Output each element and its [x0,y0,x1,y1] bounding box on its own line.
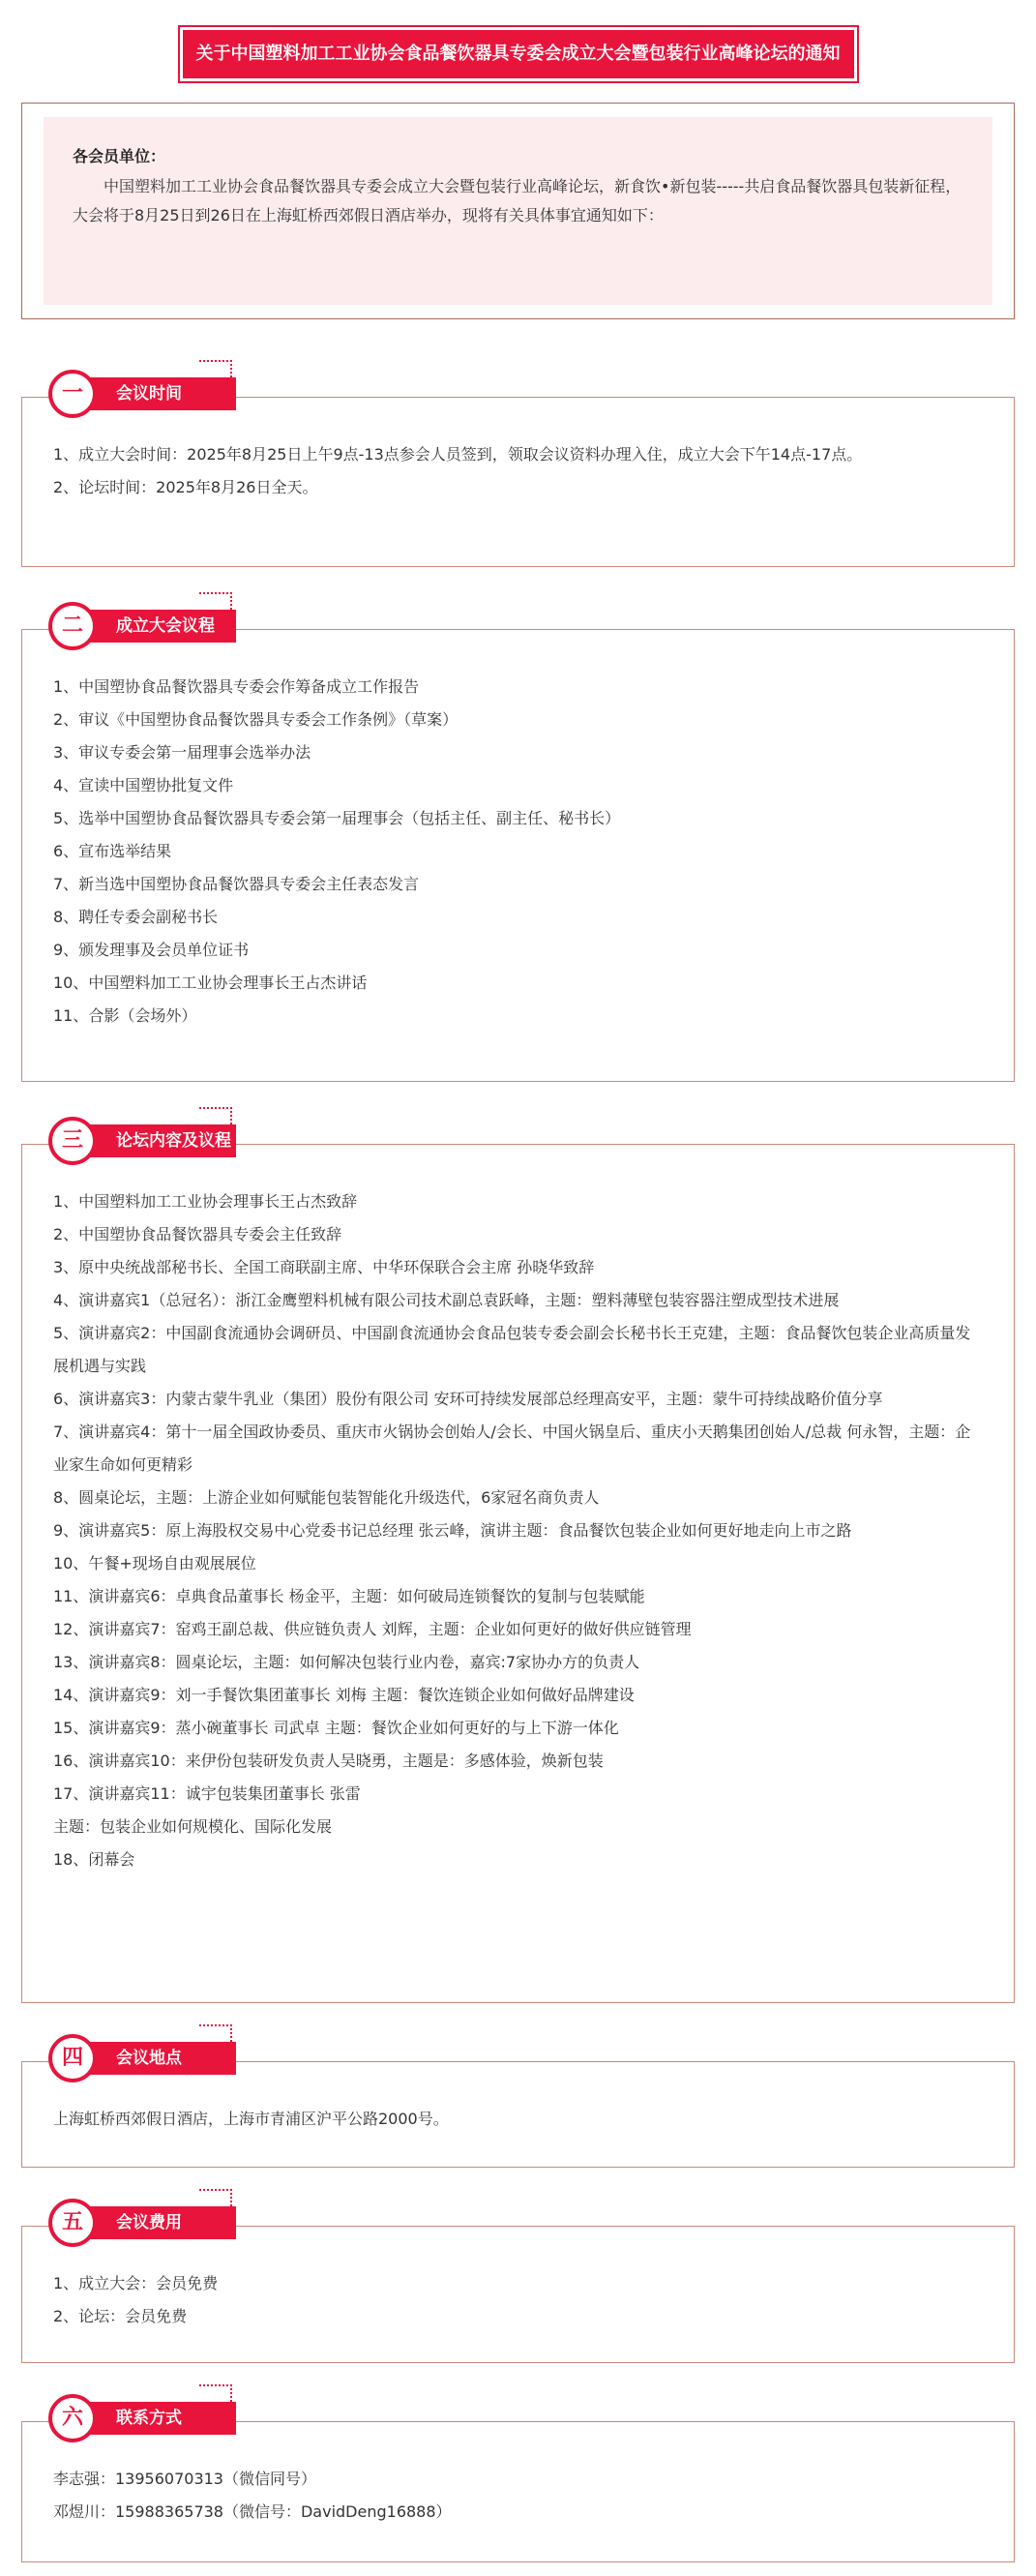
title-wrap [0,27,1036,81]
section-line: 6、演讲嘉宾3：内蒙古蒙牛乳业（集团）股份有限公司 安环可持续发展部总经理高安平，主题：蒙牛可持续战略价值分享 [53,1390,883,1408]
section-number-badge: 三 [48,1117,97,1165]
section-number-badge: 一 [48,370,97,418]
section-line: 7、演讲嘉宾4：第十一届全国政协委员、重庆市火锅协会创始人/会长、中国火锅皇后、重庆小天鹅集团创始人/总裁 何永智，主题：企业家生命如何更精彩 [53,1423,971,1474]
section-venue [21,2061,1015,2168]
section-number-badge: 六 [48,2394,97,2442]
section-line: 5、选举中国塑协食品餐饮器具专委会第一届理事会（包括主任、副主任、秘书长） [53,809,621,827]
section-line: 上海虹桥西郊假日酒店，上海市青浦区沪平公路2000号。 [53,2110,449,2128]
section-line: 8、圆桌论坛，主题：上游企业如何赋能包装智能化升级迭代，6家冠名商负责人 [53,1488,600,1507]
section-line: 2、论坛时间：2025年8月26日全天。 [53,478,318,496]
section-contact [21,2421,1015,2562]
section-line: 1、成立大会时间：2025年8月25日上午9点-13点参会人员签到，领取会议资料办理入住，成立大会下午14点-17点。 [53,445,863,464]
section-title: 会议费用 [72,2206,236,2239]
section-fees [21,2226,1015,2363]
section-line: 15、演讲嘉宾9：蒸小碗董事长 司武卓 主题：餐饮企业如何更好的与上下游一体化 [53,1719,619,1737]
section-line: 9、演讲嘉宾5：原上海股权交易中心党委书记总经理 张云峰，演讲主题：食品餐饮包装企业如何更好地走向上市之路 [53,1521,852,1540]
section-line: 4、宣读中国塑协批复文件 [53,776,234,794]
intro-body: 中国塑料加工工业协会食品餐饮器具专委会成立大会暨包装行业高峰论坛，新食饮•新包装-----共启食品餐饮器具包装新征程，大会将于8月25日到26日在上海虹桥西郊假日酒店举办，现将有关具体事宜通知如下： [73,177,962,225]
page-title: 关于中国塑料加工工业协会食品餐饮器具专委会成立大会暨包装行业高峰论坛的通知 [180,27,857,81]
section-line: 2、中国塑协食品餐饮器具专委会主任致辞 [53,1225,342,1243]
section-line: 李志强：13956070313（微信同号） [53,2470,316,2488]
section-title: 会议时间 [72,377,236,410]
section-line: 11、合影（会场外） [53,1006,197,1025]
section-line: 10、午餐+现场自由观展展位 [53,1554,256,1573]
section-title: 会议地点 [72,2042,236,2075]
section-title: 联系方式 [72,2402,236,2435]
section-line: 12、演讲嘉宾7：窑鸡王副总裁、供应链负责人 刘辉，主题：企业如何更好的做好供应链管理 [53,1620,692,1638]
section-line: 6、宣布选举结果 [53,842,172,860]
section-line: 9、颁发理事及会员单位证书 [53,941,250,959]
section-line: 1、中国塑料加工工业协会理事长王占杰致辞 [53,1192,358,1211]
section-line: 11、演讲嘉宾6：卓典食品董事长 杨金平，主题：如何破局连锁餐饮的复制与包装赋能 [53,1587,645,1605]
section-number-badge: 四 [48,2034,97,2082]
section-line: 3、审议专委会第一届理事会选举办法 [53,743,311,762]
section-title: 论坛内容及议程 [72,1124,236,1157]
section-line: 7、新当选中国塑协食品餐饮器具专委会主任表态发言 [53,875,420,893]
section-line: 2、论坛：会员免费 [53,2307,188,2325]
section-number-badge: 五 [48,2199,97,2247]
section-title: 成立大会议程 [72,610,236,643]
section-line: 邓煜川：15988365738（微信号：DavidDeng16888） [53,2502,452,2521]
section-line: 1、中国塑协食品餐饮器具专委会作筹备成立工作报告 [53,677,420,696]
section-meeting-time [21,397,1015,567]
section-line: 18、闭幕会 [53,1850,135,1869]
section-line: 10、中国塑料加工工业协会理事长王占杰讲话 [53,973,368,992]
section-line: 4、演讲嘉宾1（总冠名）：浙江金鹰塑料机械有限公司技术副总袁跃峰，主题：塑料薄壁包装容器注塑成型技术进展 [53,1291,840,1309]
section-line: 8、聘任专委会副秘书长 [53,908,219,926]
section-line: 5、演讲嘉宾2：中国副食流通协会调研员、中国副食流通协会食品包装专委会副会长秘书长王克建，主题：食品餐饮包装企业高质量发展机遇与实践 [53,1324,971,1375]
section-line: 1、成立大会：会员免费 [53,2274,219,2292]
section-number-badge: 二 [48,602,97,650]
section-line: 14、演讲嘉宾9：刘一手餐饮集团董事长 刘梅 主题：餐饮连锁企业如何做好品牌建设 [53,1686,635,1704]
section-line: 13、演讲嘉宾8：圆桌论坛，主题：如何解决包装行业内卷，嘉宾:7家协办方的负责人 [53,1653,640,1671]
section-line: 3、原中央统战部秘书长、全国工商联副主席、中华环保联合会主席 孙晓华致辞 [53,1258,595,1276]
section-line: 主题：包装企业如何规模化、国际化发展 [53,1817,333,1836]
section-line: 17、演讲嘉宾11：诚宇包装集团董事长 张雷 [53,1784,361,1803]
section-forum-agenda [21,1144,1015,2003]
section-line: 16、演讲嘉宾10：来伊份包装研发负责人吴晓勇，主题是：多感体验，焕新包装 [53,1752,604,1770]
section-line: 2、审议《中国塑协食品餐饮器具专委会工作条例》（草案） [53,710,459,729]
intro-box [21,103,1015,319]
section-founding-agenda [21,629,1015,1082]
intro-panel [44,117,992,305]
intro-salutation: 各会员单位： [73,147,166,165]
